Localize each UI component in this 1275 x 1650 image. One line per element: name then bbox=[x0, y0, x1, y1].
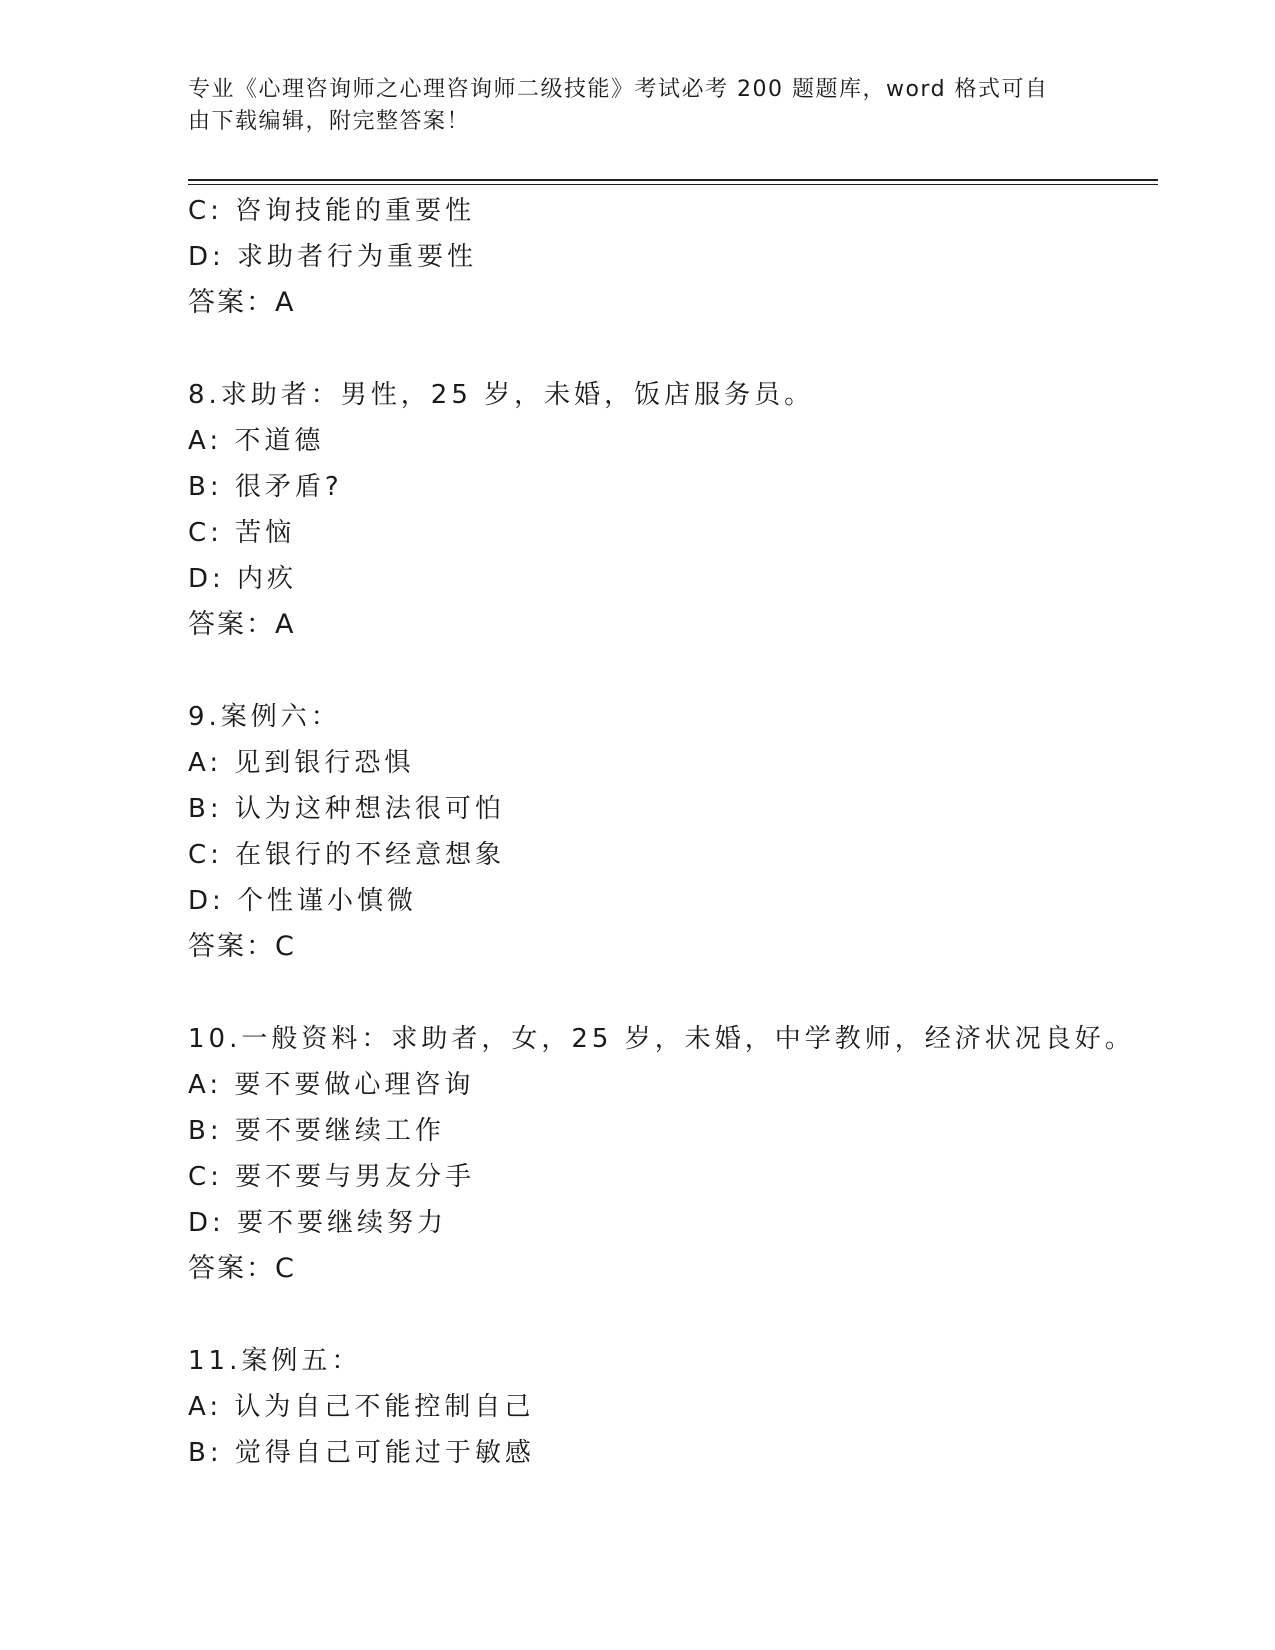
question-stem: 11.案例五： bbox=[188, 1346, 362, 1376]
header-line-2: 由下载编辑，附完整答案！ bbox=[188, 109, 471, 134]
option-d: D: 要不要继续努力 bbox=[188, 1208, 448, 1238]
option-d: D: 求助者行为重要性 bbox=[188, 242, 478, 272]
header-rule-thin bbox=[188, 184, 1158, 185]
option-d: D: 内疚 bbox=[188, 564, 298, 594]
answer-line: 答案：C bbox=[188, 931, 296, 962]
question-list bbox=[188, 188, 1188, 1476]
question-stem: 9.案例六： bbox=[188, 702, 341, 732]
option-a: A: 要不要做心理咨询 bbox=[188, 1070, 475, 1100]
option-c: C: 在银行的不经意想象 bbox=[188, 840, 506, 870]
option-b: B: 觉得自己可能过于敏感 bbox=[188, 1438, 535, 1468]
question-stem: 10.一般资料：求助者，女，25 岁，未婚，中学教师，经济状况良好。 bbox=[188, 1024, 1135, 1054]
answer-line: 答案：A bbox=[188, 287, 296, 318]
header-rule-thick bbox=[188, 179, 1158, 181]
option-a: A: 不道德 bbox=[188, 426, 325, 456]
option-c: C: 要不要与男友分手 bbox=[188, 1162, 476, 1192]
document-header bbox=[188, 74, 1088, 138]
option-b: B: 认为这种想法很可怕 bbox=[188, 794, 505, 824]
option-a: A: 认为自己不能控制自己 bbox=[188, 1392, 535, 1422]
option-b: B: 要不要继续工作 bbox=[188, 1116, 445, 1146]
header-line-1: 专业《心理咨询师之心理咨询师二级技能》考试必考 200 题题库，word 格式可自 bbox=[188, 77, 1049, 102]
option-c: C: 苦恼 bbox=[188, 518, 296, 548]
answer-line: 答案：C bbox=[188, 1253, 296, 1284]
option-a: A: 见到银行恐惧 bbox=[188, 748, 415, 778]
option-b: B: 很矛盾? bbox=[188, 472, 343, 502]
option-d: D: 个性谨小慎微 bbox=[188, 886, 418, 916]
answer-line: 答案：A bbox=[188, 609, 296, 640]
question-stem: 8.求助者：男性，25 岁，未婚，饭店服务员。 bbox=[188, 380, 815, 410]
option-c: C: 咨询技能的重要性 bbox=[188, 196, 476, 226]
